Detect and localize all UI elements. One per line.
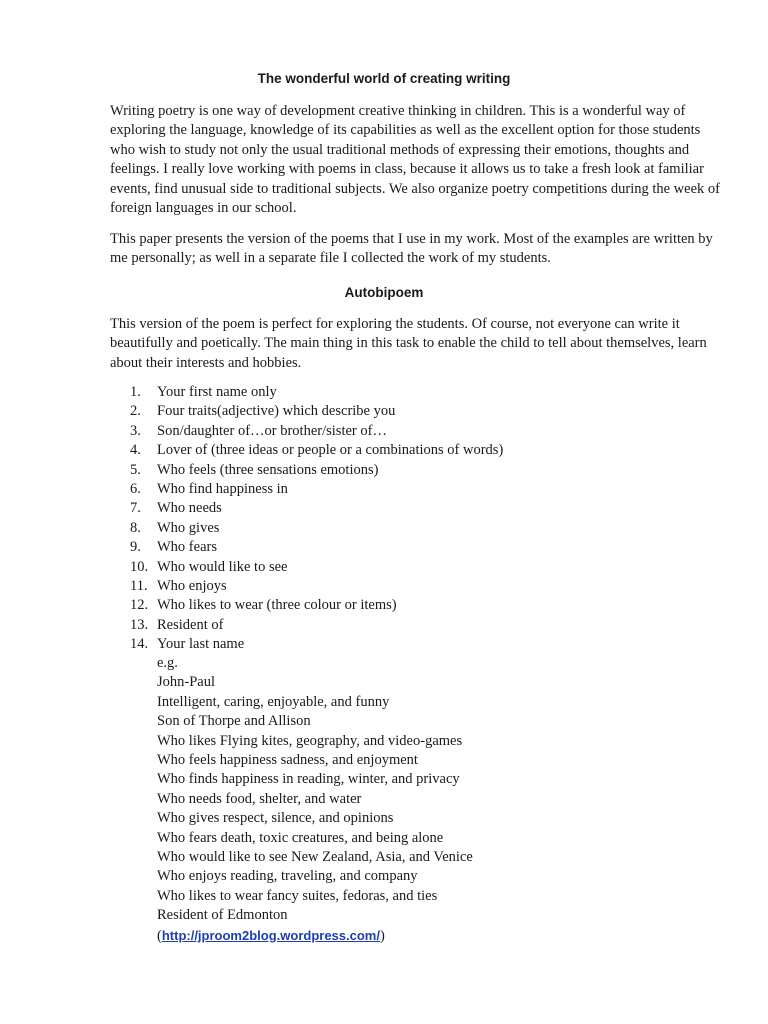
step-number: 1. (130, 384, 141, 400)
step-number: 3. (130, 422, 141, 439)
document-title: The wonderful world of creating writing (257, 71, 511, 86)
step-text: Who likes to wear (three colour or items) (157, 597, 397, 614)
step-item (110, 596, 710, 615)
step-item (110, 383, 710, 402)
step-number: 5. (130, 461, 141, 478)
step-number: 10. (130, 558, 149, 575)
step-text: Who gives (157, 519, 220, 536)
step-number: 8. (130, 519, 141, 536)
example-line: Resident of Edmonton (157, 907, 288, 924)
step-text: Son/daughter of…or brother/sister of… (157, 422, 387, 439)
step-text: Four traits(adjective) which describe you (157, 403, 396, 420)
poem-steps-list (110, 383, 710, 655)
step-item (110, 538, 710, 557)
step-item (110, 402, 710, 421)
example-line: Who gives respect, silence, and opinions (157, 810, 394, 827)
step-number: 7. (130, 500, 141, 517)
step-item (110, 577, 710, 596)
example-line: Intelligent, caring, enjoyable, and funny (157, 693, 390, 710)
example-line: Who likes to wear fancy suites, fedoras, and ties (157, 887, 438, 904)
step-number: 9. (130, 539, 141, 556)
example-line: Who needs food, shelter, and water (157, 790, 362, 807)
step-item (110, 422, 710, 441)
step-text: Lover of (three ideas or people or a combinations of words) (157, 442, 504, 459)
step-item (110, 441, 710, 460)
step-text: Who needs (157, 500, 222, 517)
example-line: Son of Thorpe and Allison (157, 713, 311, 730)
section-title: Autobipoem (344, 285, 424, 300)
step-text: Your last name (157, 636, 245, 653)
step-number: 12. (130, 597, 149, 614)
step-text: Who find happiness in (157, 481, 288, 498)
step-item (110, 558, 710, 577)
example-line: Who feels happiness sadness, and enjoyment (157, 752, 418, 769)
example-poem (157, 654, 717, 946)
section-intro-paragraph: This version of the poem is perfect for exploring the students. Of course, not everyone can write it beautifully and poetically. The main thing in this task to enable the child to tell about themselves, learn about their interests and hobbies. (110, 316, 707, 371)
step-item (110, 519, 710, 538)
step-number: 13. (130, 616, 149, 633)
step-text: Your first name only (157, 384, 277, 400)
step-item (110, 461, 710, 480)
example-line: Who fears death, toxic creatures, and being alone (157, 829, 444, 846)
step-text: Who feels (three sensations emotions) (157, 461, 379, 478)
example-line: John-Paul (157, 674, 215, 691)
step-text: Resident of (157, 616, 224, 633)
step-item (110, 499, 710, 518)
example-label: e.g. (157, 655, 178, 671)
example-line: Who enjoys reading, traveling, and company (157, 868, 418, 885)
source-open-paren: ( (157, 927, 162, 944)
example-line: Who likes Flying kites, geography, and video-games (157, 732, 463, 749)
step-item (110, 616, 710, 635)
source-close-paren: ) (379, 927, 385, 944)
step-number: 2. (130, 403, 141, 420)
example-line: Who would like to see New Zealand, Asia, and Venice (157, 849, 473, 866)
step-text: Who enjoys (157, 578, 227, 595)
step-number: 14. (130, 636, 149, 653)
step-text: Who fears (157, 539, 217, 556)
step-number: 11. (130, 578, 148, 595)
step-number: 6. (130, 481, 141, 498)
source-citation (157, 926, 717, 946)
example-line: Who finds happiness in reading, winter, and privacy (157, 771, 460, 788)
step-number: 4. (130, 442, 141, 459)
step-item (110, 635, 710, 654)
source-link[interactable]: http://jproom2blog.wordpress.com/ (161, 927, 380, 943)
intro-paragraph: Writing poetry is one way of development creative thinking in children. This is a wonderful way of exploring the language, knowledge of its capabilities as well as the excellent option for those students who wish to study not only the usual traditional methods of expressing their emotions, thoughts and feelings. I really love working with poems in class, because it allows us to take a fresh look at familiar events, find unusual side to traditional subjects. We also organize poetry competitions during the week of foreign languages in our school. (110, 103, 720, 217)
step-text: Who would like to see (157, 558, 288, 575)
step-item (110, 480, 710, 499)
paper-description-paragraph: This paper presents the version of the poems that I use in my work. Most of the examples are written by me personally; as well in a separate file I collected the work of my students. (110, 231, 713, 267)
